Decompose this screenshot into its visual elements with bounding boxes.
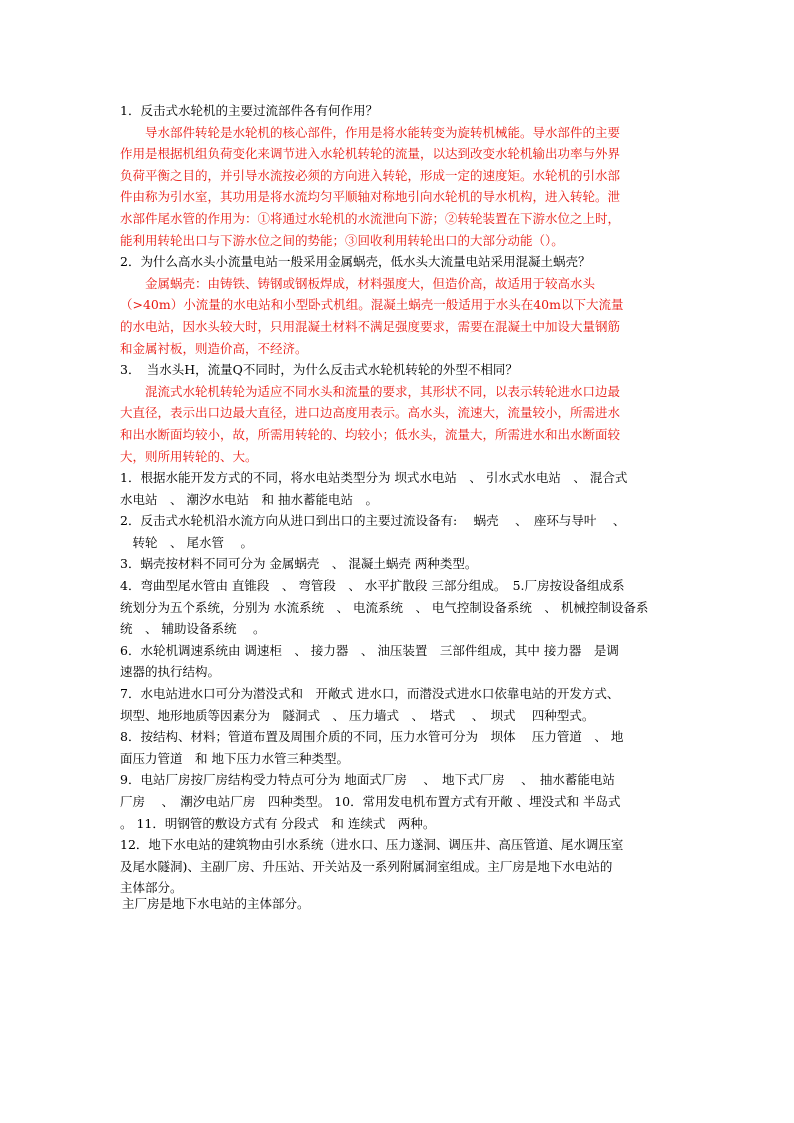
fill-in-line: 4．弯曲型尾水管由 直锥段 、 弯管段 、 水平扩散段 三部分组成。 5.厂房按设备组成系 bbox=[120, 578, 625, 594]
fill-in-line: 统划分为五个系统，分别为 水流系统 、 电流系统 、 电气控制设备系统 、 机械控制设备系 bbox=[120, 599, 649, 615]
answer-line: 能利用转轮出口与下游水位之间的势能；③回收利用转轮出口的大部分动能（）。 bbox=[120, 232, 564, 248]
fill-in-line: 7．水电站进水口可分为潜没式和 开敞式 进水口，而潜没式进水口依靠电站的开发方式、 bbox=[120, 686, 620, 702]
answer-line: （>40m）小流量的水电站和小型卧式机组。混凝土蜗壳一般适用于水头在40m以下大流量 bbox=[120, 297, 624, 313]
answer-line: 作用是根据机组负荷变化来调节进入水轮机转轮的流量，以达到改变水轮机输出功率与外界 bbox=[120, 146, 621, 162]
answer-line: 大直径，表示出口边最大直径，进口边高度用表示。高水头，流速大，流量较小，所需进水 bbox=[120, 405, 621, 421]
document-body bbox=[120, 100, 675, 899]
answer-line: 和金属衬板，则造价高，不经济。 bbox=[120, 340, 308, 356]
question-heading: 1．反击式水轮机的主要过流部件各有何作用？ bbox=[120, 103, 378, 118]
answer-line: 水部件尾水管的作用为：①将通过水轮机的水流泄向下游；②转轮装置在下游水位之上时， bbox=[120, 210, 621, 226]
fill-in-line: 厂房 、 潮汐电站厂房 四种类型。 10．常用发电机布置方式有开敞 、埋没式和 半岛式 bbox=[120, 794, 621, 809]
fill-in-line: 9．电站厂房按厂房结构受力特点可分为 地面式厂房 、 地下式厂房 、 抽水蓄能电站 bbox=[120, 772, 615, 788]
answer-line: 金属蜗壳：由铸铁、铸钢或钢板焊成，材料强度大，但造价高，故适用于较高水头 bbox=[120, 275, 596, 291]
fill-in-line: 坝型、地形地质等因素分为 隧洞式 、 压力墙式 、 塔式 、 坝式 四种型式。 bbox=[120, 707, 595, 723]
closing-sentence: 主厂房是地下水电站的主体部分。 bbox=[122, 896, 310, 911]
fill-in-line: 转轮 、 尾水管 。 bbox=[120, 534, 253, 550]
question-heading: 2．为什么高水头小流量电站一般采用金属蜗壳，低水头大流量电站采用混凝土蜗壳？ bbox=[120, 254, 591, 270]
answer-line: 件由称为引水室，其功用是将水流均匀平顺轴对称地引向水轮机的导水机构，进入转轮。泄 bbox=[120, 189, 621, 205]
fill-in-line: 1．根据水能开发方式的不同，将水电站类型分为 坝式水电站 、 引水式水电站 、 混合式 bbox=[120, 470, 628, 486]
answer-line: 混流式水轮机转轮为适应不同水头和流量的要求，其形状不同，以表示转轮进水口边最 bbox=[120, 383, 621, 399]
question-heading: 3． 当水头H，流量Q不同时，为什么反击式水轮机转轮的外型不相同？ bbox=[120, 362, 518, 378]
fill-in-line: 2．反击式水轮机沿水流方向从进口到出口的主要过流设备有: 蜗壳 、 座环与导叶 、 bbox=[120, 513, 626, 529]
fill-in-line: 及尾水隧洞)、主副厂房、升压站、开关站及一系列附属洞室组成。主厂房是地下水电站的 bbox=[120, 858, 613, 874]
fill-in-line: 面压力管道 和 地下压力水管三种类型。 bbox=[120, 750, 349, 766]
answer-line: 和出水断面均较小，故，所需用转轮的、均较小；低水头，流量大，所需进水和出水断面较 bbox=[120, 426, 621, 442]
fill-in-line: 3．蜗壳按材料不同可分为 金属蜗壳 、 混凝土蜗壳 两种类型。 bbox=[120, 556, 478, 572]
answer-line: 的水电站，因水头较大时，只用混凝土材料不满足强度要求，需要在混凝土中加设大量钢筋 bbox=[120, 318, 621, 334]
answer-line: 负荷平衡之目的，并引导水流按必须的方向进入转轮，形成一定的速度矩。水轮机的引水部 bbox=[120, 167, 621, 183]
fill-in-line: 水电站 、 潮汐水电站 和 抽水蓄能电站 。 bbox=[120, 491, 378, 507]
fill-in-line: 12．地下水电站的建筑物由引水系统（进水口、压力遂洞、调压井、高压管道、尾水调压室 bbox=[120, 837, 624, 853]
fill-in-line: 。 11．明钢管的敷设方式有 分段式 和 连续式 两种。 bbox=[120, 815, 436, 831]
fill-in-line: 6．水轮机调速系统由 调速柜 、 接力器 、 油压装置 三部件组成，其中 接力器 是调 bbox=[120, 642, 619, 658]
fill-in-line: 8．按结构、材料；管道布置及周围介质的不同，压力水管可分为 坝体 压力管道 、 地 bbox=[120, 729, 624, 745]
answer-line: 大，则所用转轮的、大。 bbox=[120, 448, 258, 464]
answer-line: 导水部件转轮是水轮机的核心部件，作用是将水能转变为旋转机械能。导水部件的主要 bbox=[120, 124, 621, 140]
fill-in-line: 速器的执行结构。 bbox=[120, 664, 221, 680]
fill-in-line: 主体部分。 bbox=[120, 880, 183, 896]
fill-in-line: 统 、 辅助设备系统 。 bbox=[120, 621, 266, 637]
